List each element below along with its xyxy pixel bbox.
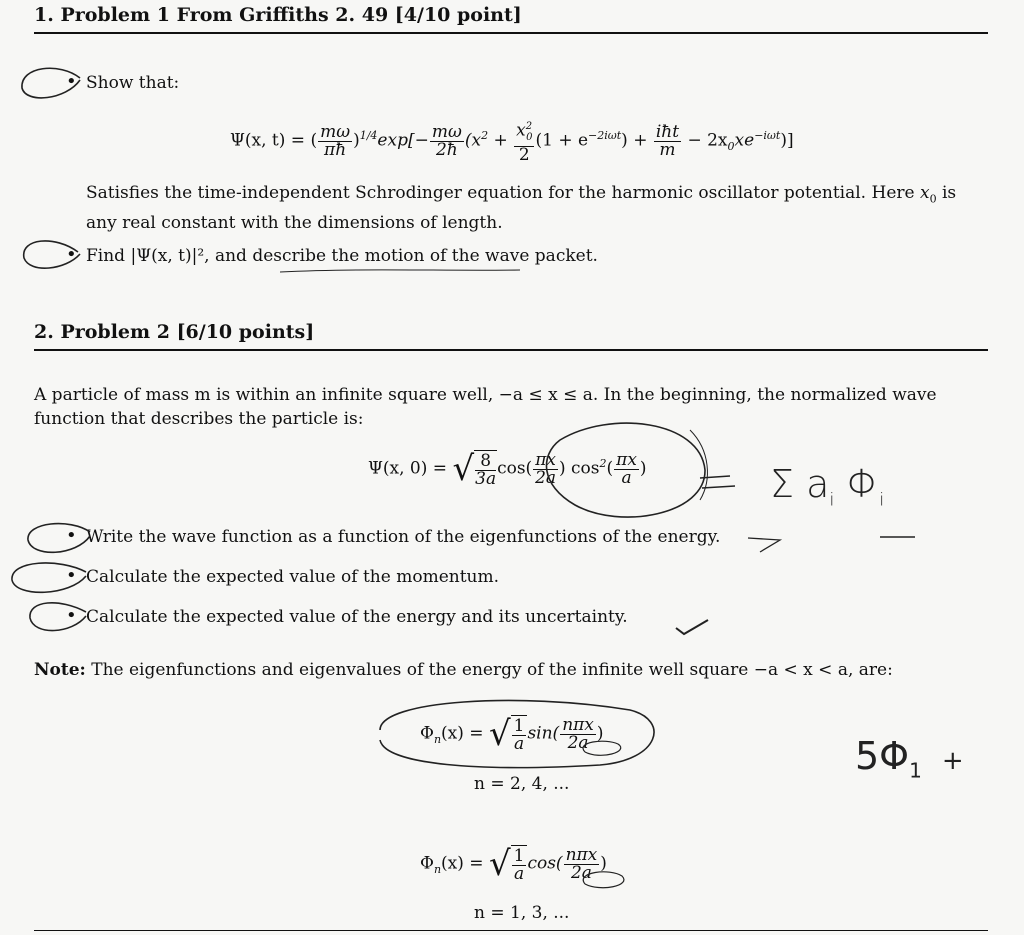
problem2-bullet-energy: • Calculate the expected value of the energy and its uncertainty. [86, 605, 628, 629]
problem1-bullet-find: • Find |Ψ(x, t)|², and describe the motion of the wave packet. [86, 244, 598, 268]
eigenfunction-sin: $\Phi_n(x)$ = √ $\frac{1}{a}$ sin( $\frac{\text{nπx}}{2a}$ ) [420, 714, 604, 754]
ink-loop-show-that [22, 68, 80, 98]
ink-circle-2a-cos [583, 872, 624, 888]
handwritten-5-phi-1: $5\Phi_1$ + [855, 734, 964, 783]
problem1-description: Satisfies the time-independent Schrodinger equation for the harmonic oscillator potential. Here $x_0$ is any real constant with the dimensions of length. [86, 183, 957, 234]
ink-arrow-energy [748, 538, 780, 552]
note-label: Note: [34, 660, 86, 680]
eigenfunction-cos: $\Phi_n(x)$ = √ $\frac{1}{a}$ cos( $\frac{\text{nπx}}{2a}$ ) [420, 844, 607, 884]
problem1-wavefunction-equation: Ψ(x, t) = ( $\frac{m\omega}{\pi ħ}$ )$^{1/4}$exp[− $\frac{m\omega}{2ħ}$ ($x^2$ + $\frac{x^2_0}{2}$ $(1 + e^{-2i\omega t})$ + $\frac{\text{iħt}}{m}$ − $2x_0xe^{-i\omega t}$)] [230, 118, 794, 164]
ink-checkmark [676, 620, 708, 634]
problem2-heading: 2. Problem 2 [6/10 points] [34, 321, 315, 343]
ink-underline-find [280, 270, 520, 272]
eq-frac-mw-2h: $\frac{m\omega}{2ħ}$ [431, 121, 462, 160]
ink-circle-sin-eigen [380, 700, 654, 767]
note-text: The eigenfunctions and eigenvalues of the energy of the infinite well square −a < x < a, are: [91, 660, 893, 680]
eq-frac-x0-2: $\frac{x^2_0}{2}$ [514, 118, 534, 164]
ink-loop-find [24, 241, 80, 268]
eq-frac-mw-pih: $\frac{m\omega}{\pi ħ}$ [320, 121, 351, 160]
ink-circle-cos2 [546, 423, 705, 517]
ink-strike-eq [700, 476, 735, 488]
handwritten-sum-ai-phi-i: Σ $a_i$ $\Phi_i$ [770, 462, 885, 511]
problem2-bullet-write: • Write the wave function as a function of the eigenfunctions of the energy. [86, 525, 720, 549]
problem1-heading: 1. Problem 1 From Griffiths 2. 49 [4/10 point] [34, 4, 522, 26]
ink-loop-write [28, 524, 90, 553]
ink-circle-2a-sin [583, 741, 621, 755]
psi0-sqrt: √ $\frac{8}{3a}$ [452, 449, 497, 489]
ink-loop-energy [30, 603, 86, 631]
eq-frac-iht-m: $\frac{\text{iħt}}{m}$ [655, 121, 680, 160]
ink-loop-momentum [12, 563, 86, 592]
eigenfunction-sin-n: n = 2, 4, ... [474, 774, 570, 794]
problem2-initial-wavefunction: Ψ(x, 0) = √ $\frac{8}{3a}$ cos( $\frac{\pi x}{2a}$ ) $\cos^2$( $\frac{\pi x}{a}$ ) [368, 449, 647, 489]
problem2-bullet-momentum: • Calculate the expected value of the momentum. [86, 565, 499, 589]
eigenfunction-cos-n: n = 1, 3, ... [474, 903, 570, 923]
eq-lhs: Ψ(x, t) = ( [230, 130, 318, 151]
problem2-intro: A particle of mass m is within an infinite square well, −a ≤ x ≤ a. In the beginning, the normalized wave function that describes the particle is: [34, 385, 937, 429]
problem1-bullet-show: • Show that: [86, 71, 179, 95]
